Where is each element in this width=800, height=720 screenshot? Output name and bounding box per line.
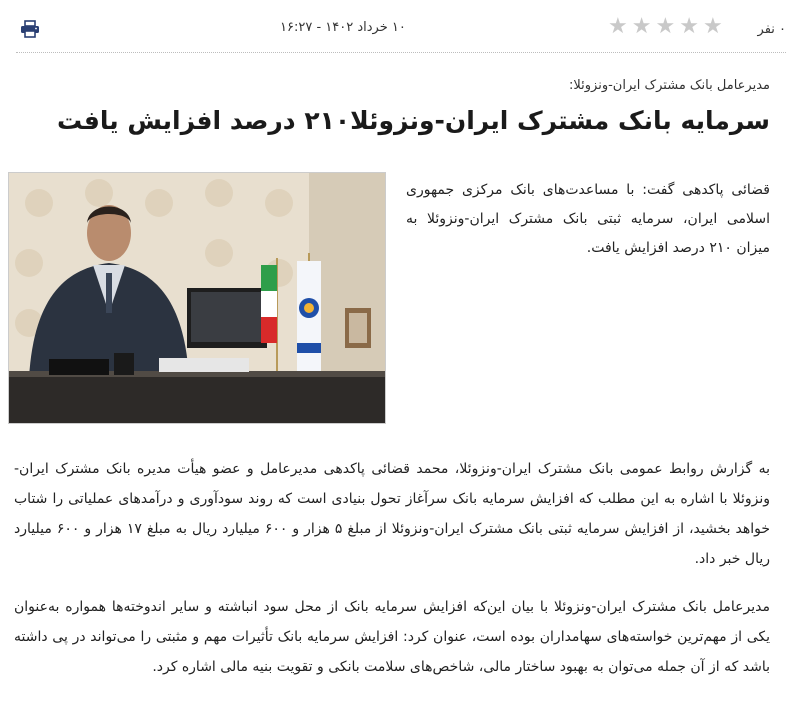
star-icon[interactable]: ★ xyxy=(655,14,676,39)
article-paragraph: مدیرعامل بانک مشترک ایران-ونزوئلا با بیان این‌که افزایش سرمایه بانک از محل سود انباشته و سایر اندوخته‌ها همواره به‌عنوان یکی از مهم‌ترین خواسته‌های سهامداران بوده است، عنوان کرد: افزایش سرمایه بانک تأثیرات مهم و مثبتی را می‌تواند در پی داشته باشد که از آن جمله می‌توان به بهبود ساختار مالی، شاخص‌های سلامت بانکی و تقویت بنیه مالی اشاره کرد. xyxy=(14,599,770,675)
article-photo xyxy=(8,172,386,424)
rating-stars[interactable] xyxy=(608,16,723,38)
star-icon[interactable]: ★ xyxy=(631,14,652,39)
star-icon[interactable]: ★ xyxy=(702,14,723,39)
publish-date: ۱۰ خرداد ۱۴۰۲ - ۱۶:۲۷ xyxy=(280,20,406,35)
article-paragraph: به گزارش روابط عمومی بانک مشترک ایران-ونزوئلا، محمد قضائی پاکدهی مدیرعامل و عضو هیأت مدیره بانک مشترک ایران-ونزوئلا با اشاره به این مطلب که افزایش سرمایه بانک سرآغاز تحول بنیادی است که روند سودآوری و درآمدهای عملیاتی را شتاب خواهد بخشید، از افزایش سرمایه ثبتی بانک مشترک ایران-ونزوئلا از مبلغ ۵ هزار و ۶۰۰ میلیارد ریال به مبلغ ۱۷ هزار و ۶۰۰ میلیارد ریال خبر داد. xyxy=(14,461,770,567)
printer-icon[interactable] xyxy=(20,20,40,38)
divider xyxy=(16,52,786,53)
lead-title: مدیرعامل بانک مشترک ایران-ونزوئلا: xyxy=(569,78,770,93)
article-summary: قضائی پاکدهی گفت: با مساعدت‌های بانک مرکزی جمهوری اسلامی ایران، سرمایه ثبتی بانک مشترک ایران-ونزوئلا به میزان ۲۱۰ درصد افزایش یافت. xyxy=(406,182,770,256)
votes-count: ۰ نفر xyxy=(757,22,786,37)
star-icon[interactable]: ★ xyxy=(679,14,699,39)
star-icon[interactable]: ★ xyxy=(608,14,628,39)
headline: سرمایه بانک مشترک ایران-ونزوئلا۲۱۰ درصد افزایش یافت xyxy=(57,106,770,135)
article-toolbar xyxy=(18,10,786,48)
